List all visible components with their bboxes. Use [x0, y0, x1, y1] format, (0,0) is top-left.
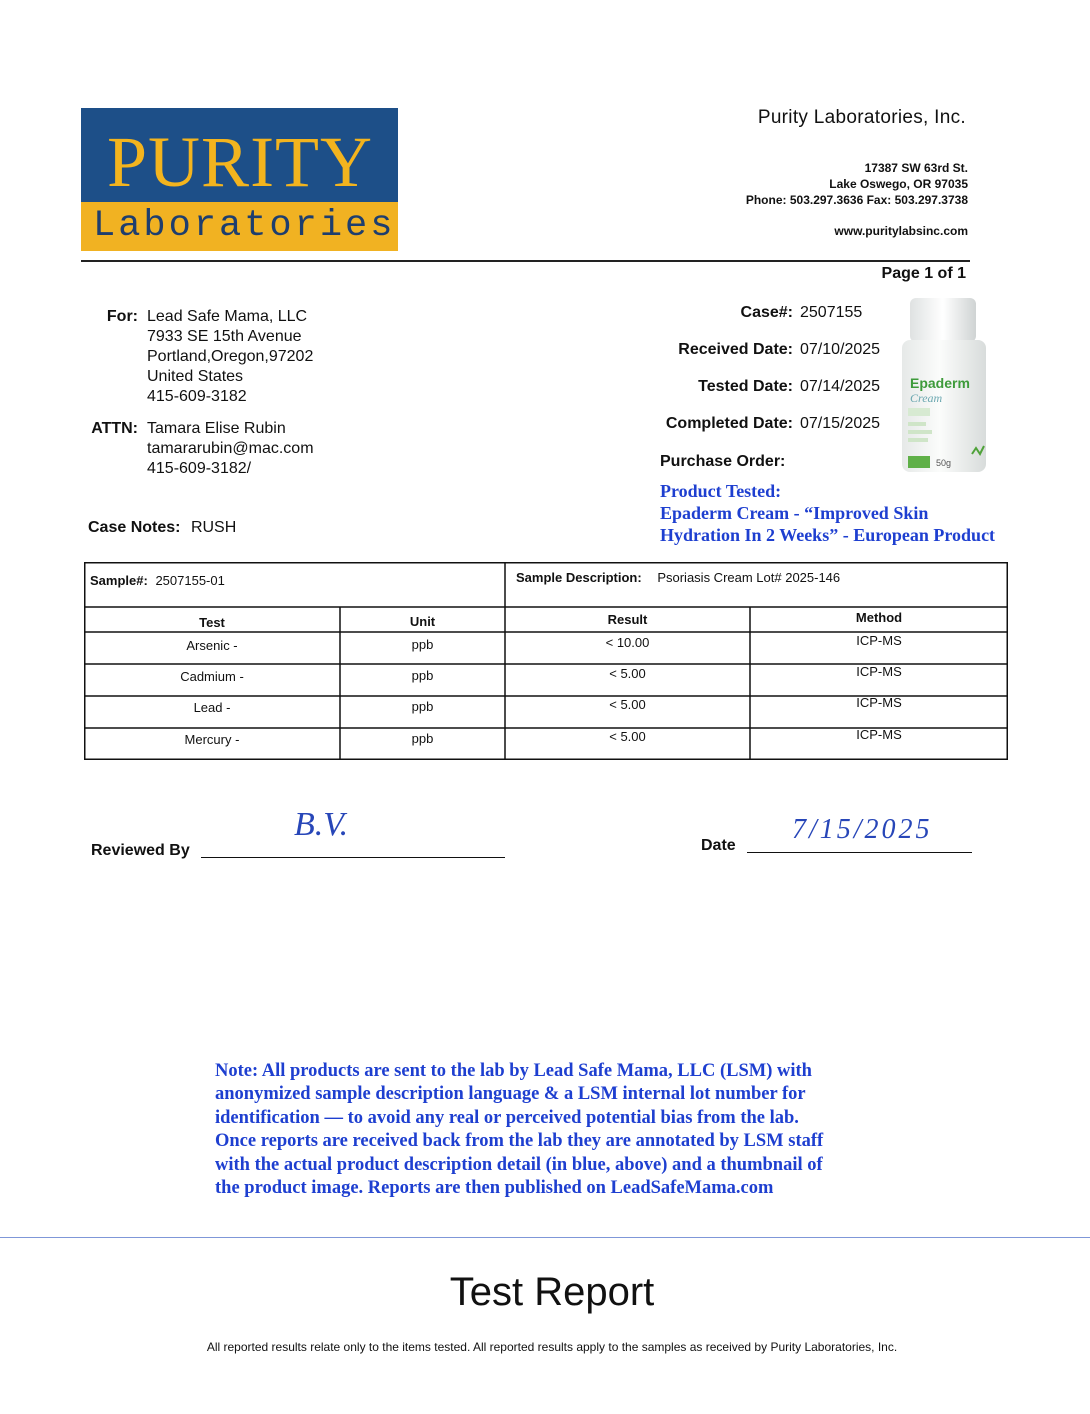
- sample-description: [516, 570, 840, 585]
- cell-test: Mercury -: [184, 732, 240, 747]
- reviewed-by-label: Reviewed By: [91, 842, 190, 859]
- product-thumbnail: [900, 296, 986, 474]
- purity-logo: [81, 108, 398, 251]
- thumb-size: 50g: [936, 458, 952, 468]
- note-line: identification — to avoid any real or perceived potential bias from the lab.: [215, 1107, 799, 1128]
- sample-number-label: Sample#:: [90, 573, 148, 588]
- cell-method: ICP-MS: [856, 633, 902, 648]
- tested-date-label: Tested Date:: [698, 378, 793, 395]
- cell-result: < 5.00: [609, 666, 646, 681]
- case-number-label: Case#:: [740, 304, 793, 321]
- thumb-sub: Cream: [910, 391, 943, 405]
- case-notes-value: RUSH: [190, 519, 237, 536]
- handwritten-date: 7/15/2025: [792, 814, 933, 845]
- date-label: Date: [701, 837, 736, 854]
- received-date: 07/10/2025: [800, 341, 881, 358]
- reviewer-signature: B.V.: [294, 806, 349, 843]
- lab-city: Lake Oswego, OR 97035: [829, 177, 968, 191]
- cell-result: < 5.00: [609, 697, 646, 712]
- sample-description-label: Sample Description:: [516, 570, 642, 585]
- product-annotation: [660, 480, 995, 546]
- date-line: [747, 852, 972, 853]
- for-address: [147, 307, 313, 407]
- cell-test: Arsenic -: [186, 638, 238, 653]
- for-line: 7933 SE 15th Avenue: [147, 328, 302, 345]
- cell-method: ICP-MS: [856, 664, 902, 679]
- note-line: Once reports are received back from the lab they are annotated by LSM staff: [215, 1131, 824, 1152]
- case-number: 2507155: [800, 304, 863, 321]
- header-result: Result: [607, 612, 648, 627]
- product-name-line: Epaderm Cream - “Improved Skin: [660, 503, 929, 523]
- cell-result: < 10.00: [605, 635, 650, 650]
- note-line: Note: All products are sent to the lab by Lead Safe Mama, LLC (LSM) with: [215, 1061, 812, 1081]
- lab-name: Purity Laboratories, Inc.: [757, 107, 966, 128]
- cell-test: Cadmium -: [180, 669, 244, 684]
- sample-number: [90, 573, 225, 588]
- page-number: Page 1 of 1: [881, 265, 966, 282]
- completed-date: 07/15/2025: [800, 415, 881, 432]
- case-notes-label: Case Notes:: [88, 519, 181, 536]
- product-name-line: Hydration In 2 Weeks” - European Product: [660, 525, 996, 545]
- attn-line: 415-609-3182/: [147, 460, 252, 477]
- header-method: Method: [855, 610, 903, 625]
- note-line: anonymized sample description language & a LSM internal lot number for: [215, 1084, 806, 1105]
- lab-street: 17387 SW 63rd St.: [864, 161, 968, 175]
- logo-wordmark: PURITY: [107, 122, 374, 202]
- for-line: 415-609-3182: [147, 388, 247, 405]
- purchase-order-label: Purchase Order:: [660, 453, 786, 470]
- attn-line: Tamara Elise Rubin: [147, 420, 286, 437]
- header-divider: [81, 260, 970, 262]
- lab-phone-fax: Phone: 503.297.3636 Fax: 503.297.3738: [745, 193, 968, 207]
- logo-subtitle: Laboratories: [93, 205, 396, 247]
- sample-description-value: Psoriasis Cream Lot# 2025-146: [657, 570, 841, 585]
- note-line: the product image. Reports are then published on LeadSafeMama.com: [215, 1178, 774, 1199]
- lab-website: www.puritylabsinc.com: [834, 224, 968, 238]
- results-table: [84, 562, 1008, 760]
- cell-result: < 5.00: [609, 729, 646, 744]
- case-notes: [88, 518, 236, 538]
- disclaimer: All reported results relate only to the items tested. All reported results apply to the samples as received by Purity Laboratories, Inc.: [206, 1340, 898, 1354]
- reviewed-by-line: [201, 857, 505, 858]
- note-line: with the actual product description detail (in blue, above) and a thumbnail of: [215, 1154, 823, 1175]
- received-date-label: Received Date:: [678, 341, 793, 358]
- cell-method: ICP-MS: [856, 727, 902, 742]
- for-line: Lead Safe Mama, LLC: [147, 308, 308, 325]
- sample-number-value: 2507155-01: [155, 573, 225, 588]
- footer-divider: [0, 1237, 1090, 1238]
- for-line: Portland,Oregon,97202: [147, 348, 314, 365]
- cell-unit: ppb: [411, 731, 434, 746]
- product-tested-label: Product Tested:: [660, 481, 782, 501]
- for-line: United States: [147, 368, 244, 385]
- lsm-note: [215, 1060, 823, 1200]
- cell-unit: ppb: [411, 668, 434, 683]
- report-title: Test Report: [449, 1270, 655, 1314]
- tested-date: 07/14/2025: [800, 378, 881, 395]
- thumb-brand: Epaderm: [910, 375, 970, 391]
- attn-contact: [147, 419, 314, 479]
- attn-line: tamararubin@mac.com: [147, 440, 314, 457]
- cell-unit: ppb: [411, 637, 434, 652]
- cell-unit: ppb: [411, 699, 434, 714]
- for-label: For:: [106, 308, 138, 325]
- attn-label: ATTN:: [91, 420, 138, 437]
- header-unit: Unit: [409, 614, 436, 629]
- cell-method: ICP-MS: [856, 695, 902, 710]
- completed-date-label: Completed Date:: [665, 415, 793, 432]
- header-test: Test: [199, 615, 225, 630]
- cell-test: Lead -: [193, 700, 231, 715]
